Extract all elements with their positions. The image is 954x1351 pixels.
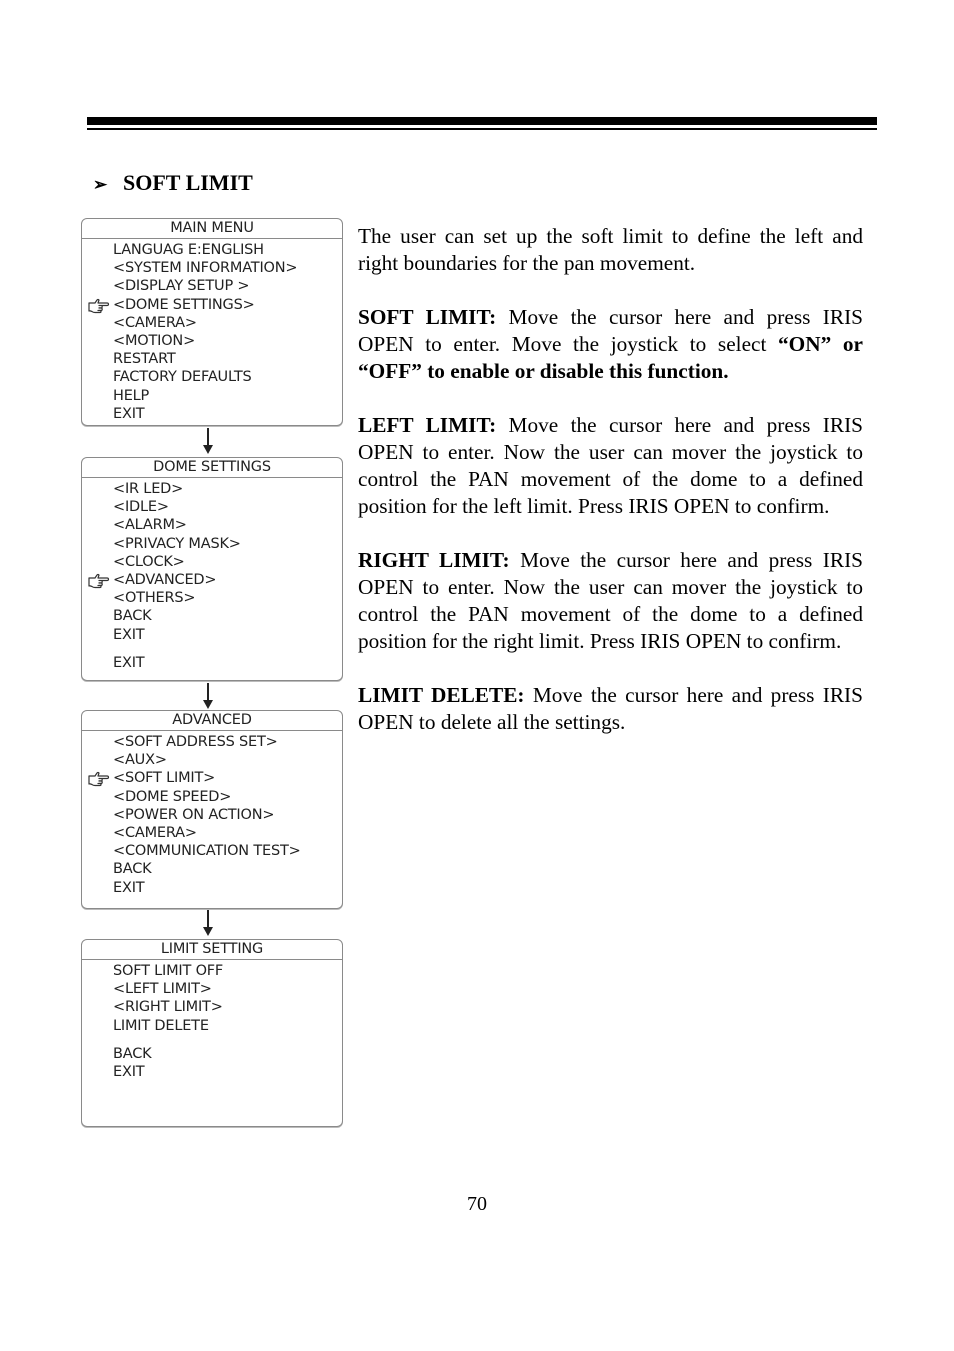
left-limit-text: Move the cursor here and press IRIS OPEN to enter. Now the user can mover the joystick to control the PAN movement of the dome to a defined position for the left limit. Press IRIS OPEN to confirm.: [358, 413, 864, 518]
arrow-bullet-icon: ➢: [93, 175, 108, 194]
menu-item: [82, 1045, 342, 1063]
menu-item: [82, 1063, 342, 1081]
menu-items: [82, 960, 342, 1081]
section-heading: [93, 170, 253, 196]
menu-item-label: LIMIT DELETE: [113, 1017, 209, 1034]
left-limit-label: LEFT LIMIT:: [358, 413, 497, 437]
dome-settings-menu-box: [81, 457, 343, 681]
menu-item: [82, 824, 342, 842]
advanced-menu-box: [81, 710, 343, 909]
menu-item: [82, 405, 342, 423]
menu-item: [82, 277, 342, 295]
menu-item: [82, 788, 342, 806]
menu-item-label: EXIT: [113, 626, 145, 643]
menu-item-label: <CLOCK>: [113, 553, 185, 570]
menu-item: [82, 241, 342, 259]
menu-item-label: EXIT: [113, 405, 145, 422]
menu-item-label: FACTORY DEFAULTS: [113, 369, 252, 386]
menu-item-label: <RIGHT LIMIT>: [113, 999, 223, 1016]
soft-limit-emphasis: “ON” or “OFF” to enable or disable this function.: [358, 332, 863, 383]
menu-item-label: <SOFT ADDRESS SET>: [113, 734, 278, 750]
menu-item: [82, 296, 342, 314]
menu-item: [82, 806, 342, 824]
menu-item-label: BACK: [113, 861, 152, 878]
menu-item-label: <SOFT LIMIT>: [113, 770, 216, 787]
menu-item: [82, 350, 342, 368]
menu-item: [82, 259, 342, 277]
header-rule-thick: [87, 117, 877, 125]
menu-item-label: <DOME SPEED>: [113, 788, 232, 805]
menu-item-label: BACK: [113, 1045, 152, 1062]
menu-item-label: <ADVANCED>: [113, 571, 217, 588]
section-title: SOFT LIMIT: [123, 170, 253, 195]
menu-item-label: <AUX>: [113, 752, 167, 769]
intro-paragraph: The user can set up the soft limit to define the left and right boundaries for the pan movement.: [358, 224, 863, 275]
header-rule-thin: [87, 128, 877, 130]
pointing-hand-icon: [87, 296, 111, 314]
menu-item: [82, 998, 342, 1016]
down-arrow-icon: [200, 428, 216, 455]
soft-limit-text: Move the cursor here and press IRIS OPEN to enter. Move the joystick to select: [358, 305, 864, 356]
menu-item: [82, 654, 342, 672]
menu-item-label: <LEFT LIMIT>: [113, 981, 212, 998]
menu-item-label: HELP: [113, 387, 150, 404]
limit-setting-menu-box: [81, 939, 343, 1127]
menu-item: [82, 589, 342, 607]
menu-item-label: <OTHERS>: [113, 590, 196, 607]
menu-item: [82, 535, 342, 553]
menu-item-label: <PRIVACY MASK>: [113, 535, 241, 552]
menu-item: [82, 879, 342, 897]
page-number: 70: [467, 1193, 487, 1215]
right-limit-text: Move the cursor here and press IRIS OPEN to enter. Now the user can mover the joystick to control the PAN movement of the dome to a defined position for the right limit. Press IRIS OPEN to confirm.: [358, 548, 864, 653]
menu-item: [82, 368, 342, 386]
menu-item-label: <COMMUNICATION TEST>: [113, 843, 301, 860]
menu-item: [82, 314, 342, 332]
menu-item: [82, 1017, 342, 1035]
menu-item: [82, 480, 342, 498]
menu-item: [82, 607, 342, 625]
menu-item-label: <IR LED>: [113, 481, 184, 497]
menu-item-label: <ALARM>: [113, 517, 187, 534]
menu-item: [82, 860, 342, 878]
soft-limit-paragraph: [358, 304, 863, 385]
menu-item-label: <POWER ON ACTION>: [113, 806, 275, 823]
down-arrow-icon: [200, 910, 216, 937]
menu-item-label: <SYSTEM INFORMATION>: [113, 260, 298, 277]
menu-item: [82, 571, 342, 589]
menu-item-label: <MOTION>: [113, 332, 196, 349]
menu-item-label: LANGUAG E:ENGLISH: [113, 242, 264, 258]
menu-item-label: <IDLE>: [113, 499, 169, 516]
limit-delete-text: Move the cursor here and press IRIS OPEN to delete all the settings.: [358, 683, 863, 734]
main-menu-box: [81, 218, 343, 426]
menu-title: LIMIT SETTING: [82, 940, 342, 960]
menu-item-label: <DOME SETTINGS>: [113, 296, 255, 313]
menu-title: MAIN MENU: [82, 219, 342, 239]
pointing-hand-icon: [87, 769, 111, 787]
menu-item: [82, 733, 342, 751]
menu-item-label: EXIT: [113, 879, 145, 896]
menu-item-label: <CAMERA>: [113, 824, 197, 841]
menu-item: [82, 516, 342, 534]
menu-item: [82, 962, 342, 980]
menu-item: [82, 769, 342, 787]
right-limit-paragraph: [358, 547, 863, 655]
menu-item-label: EXIT: [113, 1063, 145, 1080]
menu-item: [82, 387, 342, 405]
right-limit-label: RIGHT LIMIT:: [358, 548, 510, 572]
menu-item-label: SOFT LIMIT OFF: [113, 963, 224, 979]
soft-limit-label: SOFT LIMIT:: [358, 305, 497, 329]
body-text: [358, 223, 863, 763]
menu-items: [82, 478, 342, 672]
menu-item: [82, 842, 342, 860]
menu-items: [82, 731, 342, 897]
menu-item-label: <CAMERA>: [113, 314, 197, 331]
menu-item: [82, 553, 342, 571]
menu-item: [82, 980, 342, 998]
menu-items: [82, 239, 342, 423]
menu-item: [82, 751, 342, 769]
menu-title: ADVANCED: [82, 711, 342, 731]
menu-item: [82, 498, 342, 516]
limit-delete-label: LIMIT DELETE:: [358, 683, 525, 707]
menu-item-label: RESTART: [113, 351, 176, 368]
left-limit-paragraph: [358, 412, 863, 520]
menu-item-label: <DISPLAY SETUP >: [113, 278, 250, 295]
down-arrow-icon: [200, 683, 216, 710]
menu-item: [82, 626, 342, 644]
menu-item-label: EXIT: [113, 654, 145, 671]
limit-delete-paragraph: [358, 682, 863, 736]
menu-item: [82, 332, 342, 350]
menu-item-label: BACK: [113, 608, 152, 625]
menu-title: DOME SETTINGS: [82, 458, 342, 478]
pointing-hand-icon: [87, 571, 111, 589]
